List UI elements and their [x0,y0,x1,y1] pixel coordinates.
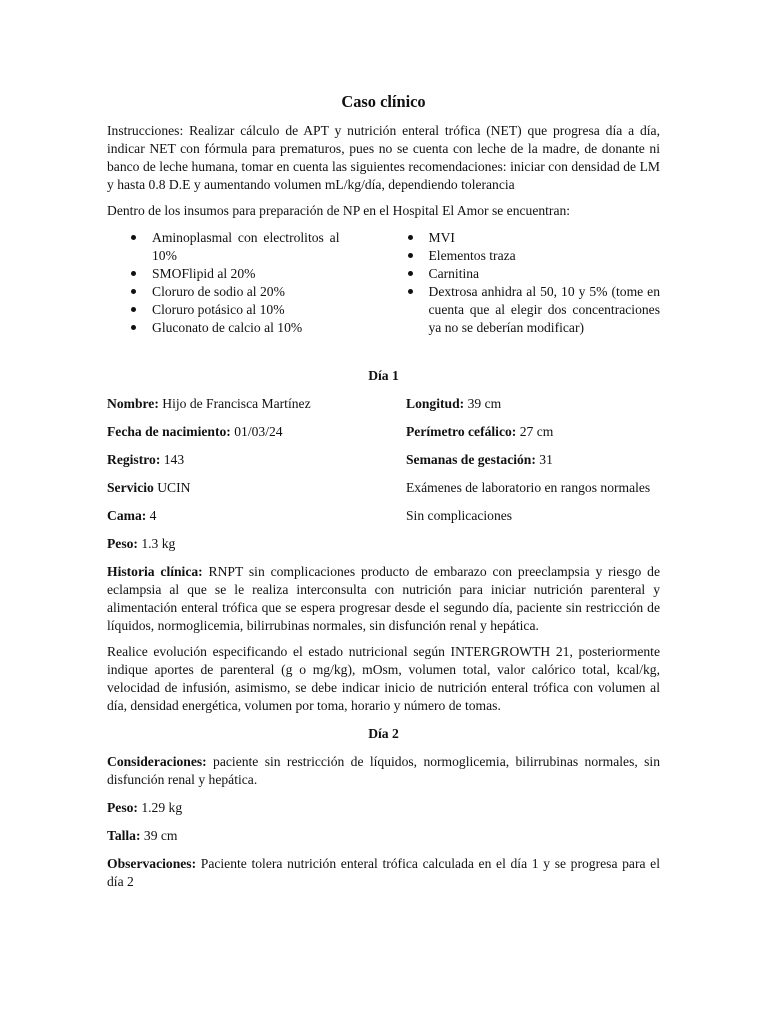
day2-height [107,827,660,845]
patient-record [107,451,406,469]
clinical-history [107,563,660,635]
day1-heading: Día 1 [368,368,399,383]
lab-results-note: Exámenes de laboratorio en rangos normales [406,480,651,495]
field-label: Historia clínica: [107,564,203,579]
field-label: Consideraciones: [107,754,207,769]
supplies-right-list [384,229,661,337]
supplies-lists [107,229,660,337]
evolution-instructions: Realice evolución especificando el estado nutricional según INTERGROWTH 21, posteriormente indique aportes de parenteral (g o mg/kg), mOsm, volumen total, valor calórico total, kcal/kg, velocidad de infusión, asimismo, se debe indicar inicio de nutrición enteral trófica con volumen al día, densidad energética, volumen por toma, horario y número de tomas. [107,644,660,713]
day2-weight [107,799,660,817]
supplies-right-column [384,229,661,337]
field-value: UCIN [153,480,191,495]
field-value: 31 [535,452,553,467]
field-label: Peso: [107,536,138,551]
field-value: 39 cm [464,396,502,411]
field-label: Nombre: [107,396,159,411]
field-label: Fecha de nacimiento: [107,424,231,439]
list-item: Dextrosa anhidra al 50, 10 y 5% (tome en cuenta que al elegir dos concentraciones ya no se deberían modificar) [384,283,661,337]
field-value: paciente sin restricción de líquidos, normoglicemia, bilirrubinas normales, sin disfunción renal y hepática. [107,754,660,787]
list-item: Cloruro de sodio al 20% [107,283,340,301]
list-item: Aminoplasmal con electrolitos al 10% [107,229,340,265]
patient-bed [107,507,406,525]
field-value: 143 [160,452,185,467]
list-item: MVI [384,229,661,247]
list-item: Cloruro potásico al 10% [107,301,340,319]
patient-birthdate [107,423,406,441]
list-item: Gluconato de calcio al 10% [107,319,340,337]
patient-length [406,395,660,413]
supplies-left-list [107,229,384,337]
field-value: 4 [146,508,157,523]
page-title: Caso clínico [341,92,426,111]
field-label: Observaciones: [107,856,197,871]
patient-gestation-weeks [406,451,660,469]
document-content [107,91,660,891]
field-value: 27 cm [516,424,554,439]
field-label: Longitud: [406,396,465,411]
field-label: Peso: [107,800,138,815]
patient-info-grid [107,395,660,553]
patient-name [107,395,406,413]
field-label: Servicio [107,480,154,495]
patient-head-circumference [406,423,660,441]
field-value: Paciente tolera nutrición enteral trófica calculada en el día 1 y se progresa para el día 2 [107,856,660,889]
field-label: Registro: [107,452,161,467]
field-label: Perímetro cefálico: [406,424,517,439]
field-value: 1.29 kg [137,800,183,815]
list-item: SMOFlipid al 20% [107,265,340,283]
day2-heading: Día 2 [368,726,399,741]
field-value: Hijo de Francisca Martínez [158,396,311,411]
day2-observations [107,855,660,891]
field-label: Semanas de gestación: [406,452,536,467]
instructions-paragraph: Instrucciones: Realizar cálculo de APT y nutrición enteral trófica (NET) que progresa día a día, indicar NET con fórmula para prematuros, pues no se cuenta con leche de la madre, de donante ni banco de leche humana, tomar en cuenta las siguientes recomendaciones: iniciar con densidad de LM y hasta 0.8 D.E y aumentando volumen mL/kg/día, dependiendo tolerancia [107,123,660,192]
field-value: 01/03/24 [230,424,283,439]
field-value: RNPT sin complicaciones producto de embarazo con preeclampsia y riesgo de eclampsia al que se le realiza interconsulta con nutrición para iniciar nutrición parenteral y alimentación enteral trófica que se espera progresar desde el segundo día, paciente sin restricción de líquidos, normoglicemia, bilirrubinas normales, sin disfunción renal y hepática. [107,564,660,633]
supplies-left-column [107,229,384,337]
day2-considerations [107,753,660,789]
field-label: Talla: [107,828,141,843]
patient-weight [107,535,406,553]
complications-note: Sin complicaciones [406,508,513,523]
list-item: Elementos traza [384,247,661,265]
field-label: Cama: [107,508,147,523]
field-value: 39 cm [140,828,178,843]
supplies-intro: Dentro de los insumos para preparación de NP en el Hospital El Amor se encuentran: [107,203,571,218]
list-item: Carnitina [384,265,661,283]
field-value: 1.3 kg [137,536,176,551]
patient-service [107,479,406,497]
